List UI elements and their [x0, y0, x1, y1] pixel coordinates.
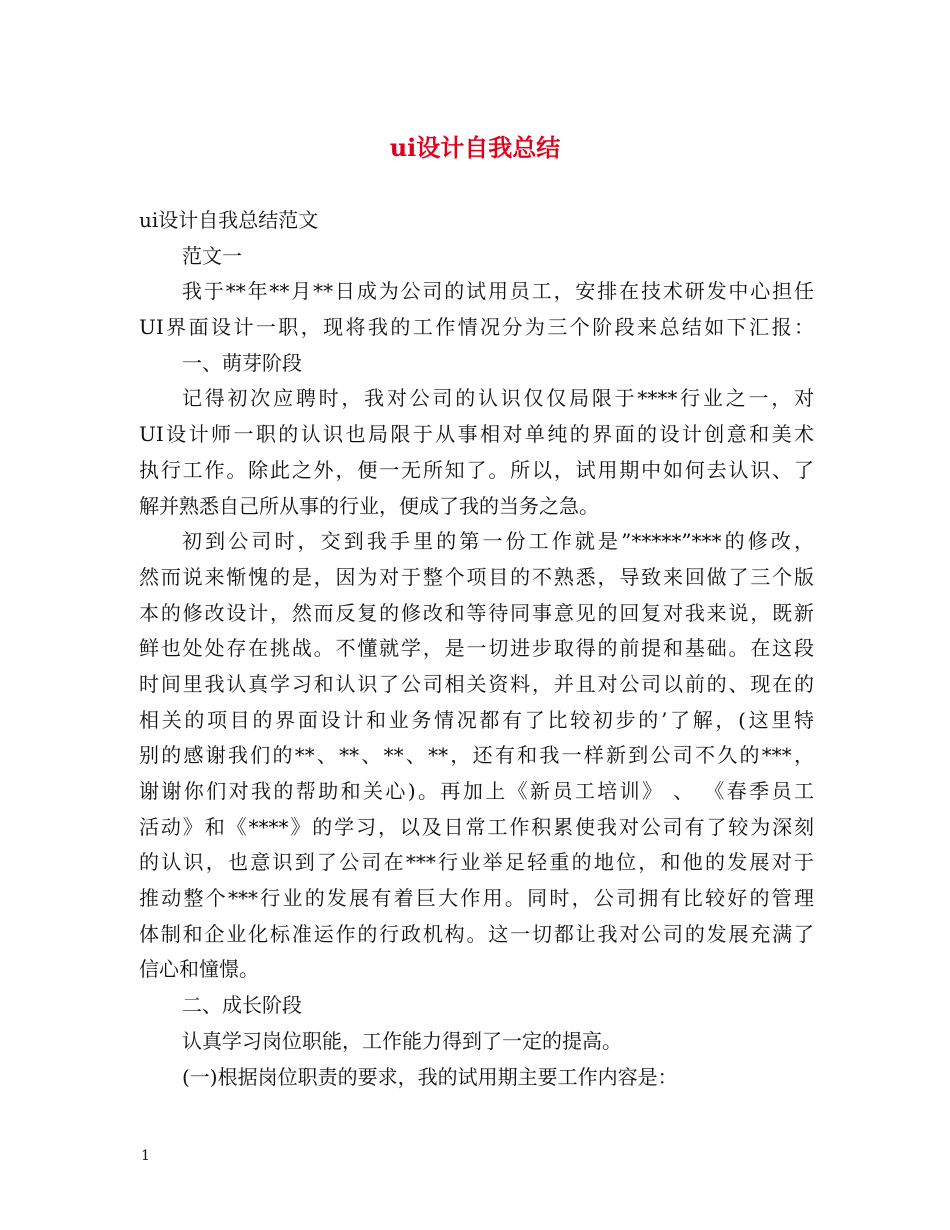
page-number: 1 — [141, 1148, 150, 1164]
text-line: 体制和企业化标准运作的行政机构。这一切都让我对公司的发展充满了 — [139, 921, 814, 946]
document-body — [139, 203, 814, 1095]
text-line: 记得初次应聘时，我对公司的认识仅仅局限于****行业之一，对 — [182, 386, 814, 411]
text-line: 活动》和《****》的学习，以及日常工作积累使我对公司有了较为深刻 — [139, 814, 814, 839]
text-line: 范文一 — [182, 243, 242, 268]
text-line: 相关的项目的界面设计和业务情况都有了比较初步的’了解，(这里特 — [139, 707, 814, 732]
text-line: UI界面设计一职，现将我的工作情况分为三个阶段来总结如下汇报： — [139, 315, 814, 340]
text-line: 二、成长阶段 — [182, 993, 302, 1018]
text-line: 认真学习岗位职能，工作能力得到了一定的提高。 — [182, 1028, 622, 1053]
text-line: (一)根据岗位职责的要求，我的试用期主要工作内容是： — [182, 1064, 678, 1089]
text-line: 信心和憧憬。 — [139, 957, 259, 982]
text-line: 我于**年**月**日成为公司的试用员工，安排在技术研发中心担任 — [182, 279, 814, 304]
text-line: UI设计师一职的认识也局限于从事相对单纯的界面的设计创意和美术 — [139, 422, 814, 447]
text-line: 执行工作。除此之外，便一无所知了。所以，试用期中如何去认识、了 — [139, 457, 814, 482]
text-line: 推动整个***行业的发展有着巨大作用。同时，公司拥有比较好的管理 — [139, 886, 814, 911]
document-title: ui设计自我总结 — [389, 133, 561, 162]
text-line: 初到公司时，交到我手里的第一份工作就是”*****”***的修改， — [182, 529, 814, 554]
text-line: 解并熟悉自己所从事的行业，便成了我的当务之急。 — [139, 493, 599, 518]
text-line: 时间里我认真学习和认识了公司相关资料，并且对公司以前的、现在的 — [139, 671, 814, 696]
text-line: 的认识，也意识到了公司在***行业举足轻重的地位，和他的发展对于 — [139, 850, 814, 875]
text-line: 鲜也处处存在挑战。不懂就学，是一切进步取得的前提和基础。在这段 — [139, 636, 814, 661]
text-line: ui设计自我总结范文 — [139, 208, 319, 232]
text-line: 谢谢你们对我的帮助和关心)。再加上《新员工培训》 、 《春季员工 — [139, 779, 814, 803]
text-line: 本的修改设计，然而反复的修改和等待同事意见的回复对我来说，既新 — [139, 600, 814, 625]
text-line: 一、萌芽阶段 — [182, 350, 302, 375]
text-line: 然而说来惭愧的是，因为对于整个项目的不熟悉，导致来回做了三个版 — [139, 564, 814, 589]
text-line: 别的感谢我们的**、**、**、**，还有和我一样新到公司不久的***， — [139, 743, 814, 768]
